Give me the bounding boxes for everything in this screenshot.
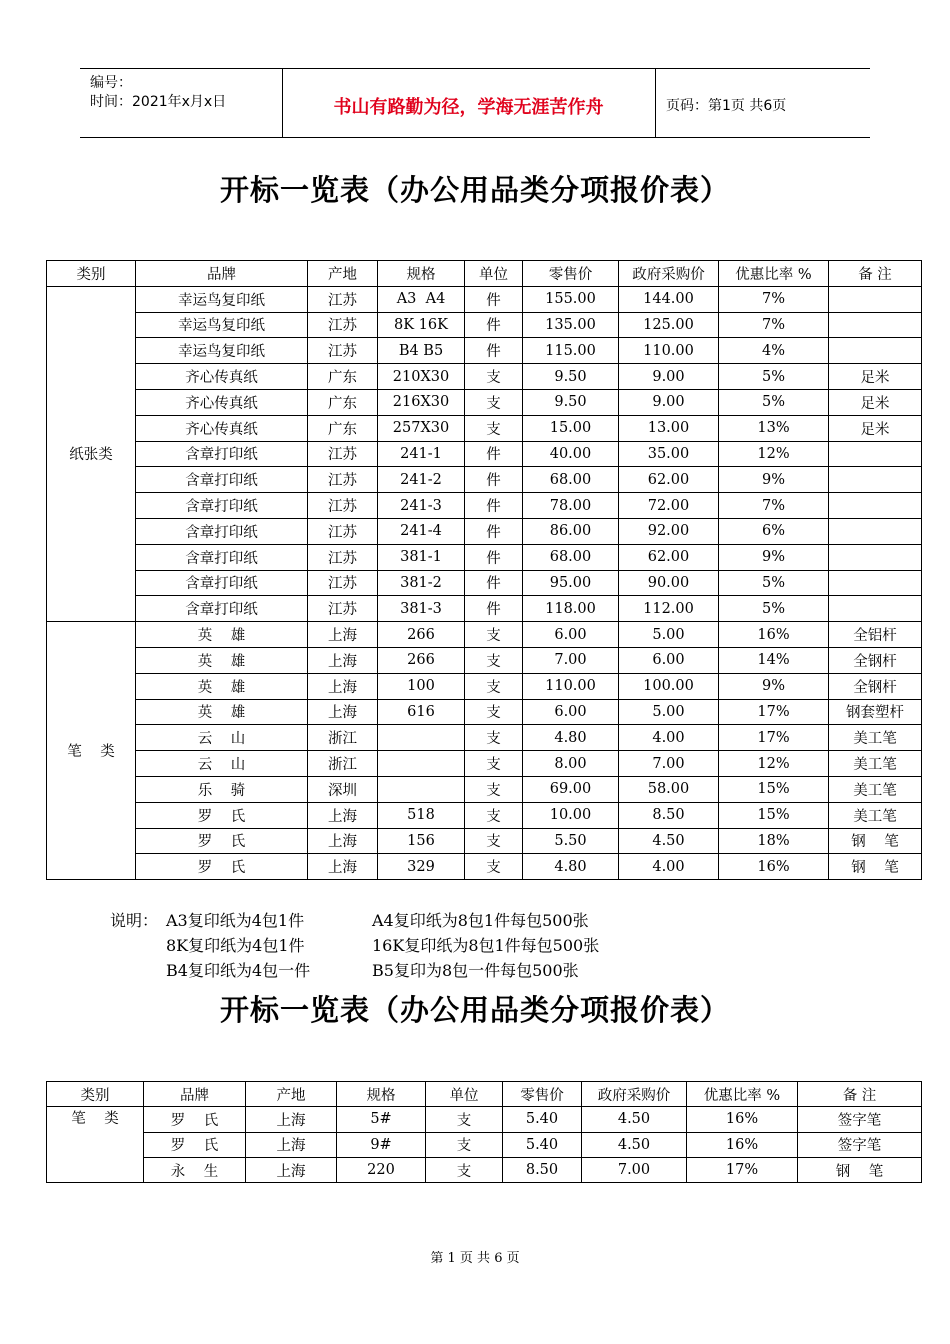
table-cell: 381-2 — [378, 570, 465, 596]
table-header-row — [47, 1082, 922, 1107]
table-cell: 江苏 — [308, 286, 378, 312]
table-cell: 4.00 — [619, 725, 719, 751]
table-cell — [829, 286, 922, 312]
table-cell: 云 山 — [136, 751, 308, 777]
column-header: 优惠比率 % — [687, 1082, 798, 1107]
column-header: 类别 — [47, 261, 136, 287]
table-cell: 上海 — [308, 673, 378, 699]
table-cell: 江苏 — [308, 467, 378, 493]
page-header — [80, 68, 870, 138]
table-cell: 4.00 — [619, 854, 719, 880]
table-row — [47, 467, 922, 493]
table-cell: 8.00 — [523, 751, 619, 777]
table-cell: 5% — [719, 596, 829, 622]
table-cell: 件 — [465, 312, 523, 338]
table-cell: 支 — [426, 1107, 503, 1132]
table-cell: 7.00 — [523, 647, 619, 673]
table-cell: 上海 — [308, 854, 378, 880]
table-cell: 上海 — [246, 1132, 337, 1157]
table-cell — [378, 776, 465, 802]
table-cell: 支 — [465, 673, 523, 699]
column-header: 政府采购价 — [619, 261, 719, 287]
table-row — [47, 828, 922, 854]
table-cell: 上海 — [308, 802, 378, 828]
table-cell: 10.00 — [523, 802, 619, 828]
table-cell: 4.50 — [582, 1107, 687, 1132]
table-cell: 78.00 — [523, 493, 619, 519]
table-cell: 含章打印纸 — [136, 467, 308, 493]
table-cell: 上海 — [246, 1107, 337, 1132]
table-cell: 9% — [719, 673, 829, 699]
notes-label: 说明： — [110, 911, 159, 930]
table-row — [47, 854, 922, 880]
table-cell: 支 — [465, 854, 523, 880]
table-cell: 329 — [378, 854, 465, 880]
table-cell: 7% — [719, 493, 829, 519]
table-cell: 8.50 — [503, 1157, 582, 1182]
table-cell: 68.00 — [523, 544, 619, 570]
table-cell: 241-2 — [378, 467, 465, 493]
table-cell: 幸运鸟复印纸 — [136, 286, 308, 312]
table-row — [47, 596, 922, 622]
header-motto-cell — [282, 69, 656, 137]
table-row — [47, 1132, 922, 1157]
table-cell: 4.50 — [582, 1132, 687, 1157]
table-cell: 美工笔 — [829, 776, 922, 802]
table-cell: 支 — [465, 776, 523, 802]
table-cell: 40.00 — [523, 441, 619, 467]
table-cell: 5.00 — [619, 699, 719, 725]
table-cell: 216X30 — [378, 389, 465, 415]
table-cell: 5# — [337, 1107, 426, 1132]
table-row — [47, 1107, 922, 1132]
header-page-cell — [656, 69, 870, 137]
table-cell: 件 — [465, 286, 523, 312]
table-cell: 浙江 — [308, 751, 378, 777]
table-cell: 7.00 — [619, 751, 719, 777]
column-header: 类别 — [47, 1082, 144, 1107]
table-cell: 全钢杆 — [829, 647, 922, 673]
table-cell: 罗 氏 — [136, 828, 308, 854]
table-cell: 罗 氏 — [144, 1132, 246, 1157]
table-cell: 英 雄 — [136, 699, 308, 725]
table-cell: 乐 骑 — [136, 776, 308, 802]
table-cell: 241-3 — [378, 493, 465, 519]
page-indicator: 页码：第1页 共6页 — [666, 98, 787, 114]
table-cell: 足米 — [829, 389, 922, 415]
table-cell: 125.00 — [619, 312, 719, 338]
table-cell: 9% — [719, 544, 829, 570]
table-cell: 件 — [465, 596, 523, 622]
column-header: 产地 — [308, 261, 378, 287]
table-cell: 钢 笔 — [829, 854, 922, 880]
table-cell: 241-1 — [378, 441, 465, 467]
table-row — [47, 286, 922, 312]
table-cell: 江苏 — [308, 312, 378, 338]
table-cell: 4.80 — [523, 854, 619, 880]
category-cell: 笔 类 — [47, 1107, 144, 1183]
table-cell: 钢套塑杆 — [829, 699, 922, 725]
table-cell: 144.00 — [619, 286, 719, 312]
table-cell: 13% — [719, 415, 829, 441]
column-header: 零售价 — [523, 261, 619, 287]
table-row — [47, 415, 922, 441]
table-cell: 广东 — [308, 415, 378, 441]
column-header: 政府采购价 — [582, 1082, 687, 1107]
table-cell: 266 — [378, 622, 465, 648]
table-cell: 件 — [465, 570, 523, 596]
column-header: 备 注 — [798, 1082, 922, 1107]
category-cell: 笔 类 — [47, 622, 136, 880]
table-cell: 签字笔 — [798, 1132, 922, 1157]
table-row — [47, 725, 922, 751]
column-header: 零售价 — [503, 1082, 582, 1107]
table-cell: 16% — [719, 854, 829, 880]
table-row — [47, 673, 922, 699]
table-cell: 英 雄 — [136, 673, 308, 699]
page-footer: 第 1 页 共 6 页 — [430, 1251, 520, 1266]
table-cell: 58.00 — [619, 776, 719, 802]
table-cell: 江苏 — [308, 518, 378, 544]
table-cell: 含章打印纸 — [136, 441, 308, 467]
table-cell: 永 生 — [144, 1157, 246, 1182]
table-cell: 12% — [719, 441, 829, 467]
page-title-1: 开标一览表（办公用品类分项报价表） — [219, 173, 730, 207]
table-cell: 6.00 — [523, 699, 619, 725]
table-cell: 7.00 — [582, 1157, 687, 1182]
column-header: 单位 — [426, 1082, 503, 1107]
table-cell: 86.00 — [523, 518, 619, 544]
table-cell: 7% — [719, 312, 829, 338]
table-cell: 220 — [337, 1157, 426, 1182]
table-cell: 72.00 — [619, 493, 719, 519]
page-title-2: 开标一览表（办公用品类分项报价表） — [219, 993, 730, 1027]
table-cell — [829, 338, 922, 364]
table-cell: 5.50 — [523, 828, 619, 854]
table-cell: 69.00 — [523, 776, 619, 802]
table-cell — [829, 441, 922, 467]
table-cell: 9.00 — [619, 389, 719, 415]
table-cell: 156 — [378, 828, 465, 854]
table-cell: 5.00 — [619, 622, 719, 648]
table-cell: 支 — [465, 389, 523, 415]
table-cell — [378, 725, 465, 751]
table-cell: 幸运鸟复印纸 — [136, 312, 308, 338]
table-cell: 112.00 — [619, 596, 719, 622]
table-cell: 支 — [465, 725, 523, 751]
table-cell: 381-1 — [378, 544, 465, 570]
table-cell: 件 — [465, 518, 523, 544]
table-cell: 115.00 — [523, 338, 619, 364]
table-cell: 6.00 — [619, 647, 719, 673]
column-header: 单位 — [465, 261, 523, 287]
table-cell: 518 — [378, 802, 465, 828]
table-cell: 616 — [378, 699, 465, 725]
table-cell: 16% — [719, 622, 829, 648]
table-cell: 17% — [719, 699, 829, 725]
table-row — [47, 699, 922, 725]
table-cell: 15% — [719, 802, 829, 828]
table-cell: 62.00 — [619, 467, 719, 493]
table-cell: 6% — [719, 518, 829, 544]
table-cell: 266 — [378, 647, 465, 673]
column-header: 备 注 — [829, 261, 922, 287]
note-text: 8K复印纸为4包1件 — [166, 936, 305, 955]
table-cell: 8.50 — [619, 802, 719, 828]
table-cell: 全铝杆 — [829, 622, 922, 648]
table-cell: 江苏 — [308, 544, 378, 570]
table-cell: 含章打印纸 — [136, 518, 308, 544]
table-cell: 件 — [465, 467, 523, 493]
table-cell: 支 — [465, 647, 523, 673]
table-cell: 110.00 — [523, 673, 619, 699]
table-row — [47, 802, 922, 828]
table-cell — [829, 467, 922, 493]
table-cell: 罗 氏 — [136, 854, 308, 880]
table-cell: 签字笔 — [798, 1107, 922, 1132]
table-cell: 罗 氏 — [136, 802, 308, 828]
table-cell: 155.00 — [523, 286, 619, 312]
note-text: B5复印为8包一件每包500张 — [372, 961, 579, 980]
table-cell: 支 — [465, 828, 523, 854]
table-cell: 17% — [719, 725, 829, 751]
table-row — [47, 570, 922, 596]
motto: 书山有路勤为径，学海无涯苦作舟 — [333, 97, 604, 118]
table-cell: 上海 — [308, 699, 378, 725]
table-cell: 8K 16K — [378, 312, 465, 338]
table-cell: 支 — [465, 622, 523, 648]
table-cell: 18% — [719, 828, 829, 854]
table-cell: 15% — [719, 776, 829, 802]
table-row — [47, 776, 922, 802]
table-cell: 5.40 — [503, 1107, 582, 1132]
table-row — [47, 518, 922, 544]
table-cell: 95.00 — [523, 570, 619, 596]
table-cell: A3 A4 — [378, 286, 465, 312]
table-cell: 齐心传真纸 — [136, 389, 308, 415]
table-cell: 12% — [719, 751, 829, 777]
table-cell: 件 — [465, 441, 523, 467]
table-cell: 上海 — [308, 647, 378, 673]
table-cell: 含章打印纸 — [136, 493, 308, 519]
table-cell: 英 雄 — [136, 622, 308, 648]
table-cell: 17% — [687, 1157, 798, 1182]
table-cell: 广东 — [308, 389, 378, 415]
time-label: 时间：2021年x月x日 — [90, 94, 227, 110]
table-cell: 浙江 — [308, 725, 378, 751]
table-header-row — [47, 261, 922, 287]
note-text: B4复印纸为4包一件 — [166, 961, 311, 980]
table-cell: 4% — [719, 338, 829, 364]
table-row — [47, 441, 922, 467]
table-cell: 钢 笔 — [829, 828, 922, 854]
table-cell — [378, 751, 465, 777]
table-cell: 68.00 — [523, 467, 619, 493]
table-row — [47, 312, 922, 338]
table-cell: 62.00 — [619, 544, 719, 570]
table-cell: 江苏 — [308, 570, 378, 596]
column-header: 规格 — [378, 261, 465, 287]
table-cell: 美工笔 — [829, 802, 922, 828]
table-cell — [829, 544, 922, 570]
table-cell — [829, 518, 922, 544]
table-cell: 210X30 — [378, 364, 465, 390]
table-row — [47, 493, 922, 519]
table-cell: B4 B5 — [378, 338, 465, 364]
table-cell: 381-3 — [378, 596, 465, 622]
table-cell: 上海 — [308, 828, 378, 854]
table-cell: 支 — [465, 751, 523, 777]
table-cell: 支 — [465, 802, 523, 828]
table-cell: 足米 — [829, 415, 922, 441]
table-cell: 钢 笔 — [798, 1157, 922, 1182]
table-cell: 齐心传真纸 — [136, 364, 308, 390]
column-header: 规格 — [337, 1082, 426, 1107]
table-cell: 支 — [426, 1157, 503, 1182]
table-cell: 全钢杆 — [829, 673, 922, 699]
table-row — [47, 389, 922, 415]
table-cell: 5% — [719, 389, 829, 415]
table-cell: 英 雄 — [136, 647, 308, 673]
quote-table-2 — [46, 1081, 922, 1183]
table-cell — [829, 570, 922, 596]
table-cell: 美工笔 — [829, 751, 922, 777]
note-text: A4复印纸为8包1件每包500张 — [372, 911, 589, 930]
table-row — [47, 364, 922, 390]
table-cell: 5% — [719, 570, 829, 596]
table-cell: 135.00 — [523, 312, 619, 338]
table-cell: 241-4 — [378, 518, 465, 544]
table-row — [47, 647, 922, 673]
table-cell — [829, 493, 922, 519]
table-cell: 件 — [465, 544, 523, 570]
table-cell: 100.00 — [619, 673, 719, 699]
table-cell: 9% — [719, 467, 829, 493]
column-header: 产地 — [246, 1082, 337, 1107]
table-cell: 件 — [465, 338, 523, 364]
table-row — [47, 751, 922, 777]
table-cell: 14% — [719, 647, 829, 673]
table-cell: 257X30 — [378, 415, 465, 441]
table-row — [47, 338, 922, 364]
table-cell: 件 — [465, 493, 523, 519]
table-cell: 含章打印纸 — [136, 544, 308, 570]
column-header: 优惠比率 % — [719, 261, 829, 287]
header-meta-cell — [80, 69, 283, 137]
table-cell — [829, 596, 922, 622]
table-cell: 9.00 — [619, 364, 719, 390]
column-header: 品牌 — [144, 1082, 246, 1107]
quote-table-1 — [46, 260, 922, 880]
table-cell: 92.00 — [619, 518, 719, 544]
table-cell: 110.00 — [619, 338, 719, 364]
table-cell: 7% — [719, 286, 829, 312]
table-cell: 支 — [465, 364, 523, 390]
number-label: 编号： — [90, 75, 132, 91]
table-cell: 幸运鸟复印纸 — [136, 338, 308, 364]
column-header: 品牌 — [136, 261, 308, 287]
table-cell: 罗 氏 — [144, 1107, 246, 1132]
table-cell: 13.00 — [619, 415, 719, 441]
table-cell: 支 — [426, 1132, 503, 1157]
table-cell: 上海 — [308, 622, 378, 648]
table-cell: 5% — [719, 364, 829, 390]
table-cell: 江苏 — [308, 441, 378, 467]
table-cell: 4.80 — [523, 725, 619, 751]
table-cell: 含章打印纸 — [136, 596, 308, 622]
table-cell: 云 山 — [136, 725, 308, 751]
table-cell: 江苏 — [308, 338, 378, 364]
note-text: 16K复印纸为8包1件每包500张 — [372, 936, 600, 955]
table-cell: 35.00 — [619, 441, 719, 467]
table-cell: 广东 — [308, 364, 378, 390]
table-cell: 支 — [465, 699, 523, 725]
table-cell: 9.50 — [523, 389, 619, 415]
category-cell: 纸张类 — [47, 286, 136, 621]
table-row — [47, 544, 922, 570]
note-text: A3复印纸为4包1件 — [166, 911, 305, 930]
table-cell: 90.00 — [619, 570, 719, 596]
table-cell: 118.00 — [523, 596, 619, 622]
table-cell: 江苏 — [308, 493, 378, 519]
table-row — [47, 622, 922, 648]
table-row — [47, 1157, 922, 1182]
table-cell: 足米 — [829, 364, 922, 390]
table-cell: 上海 — [246, 1157, 337, 1182]
table-cell: 6.00 — [523, 622, 619, 648]
table-cell: 含章打印纸 — [136, 570, 308, 596]
table-cell: 9# — [337, 1132, 426, 1157]
table-cell: 江苏 — [308, 596, 378, 622]
table-cell: 16% — [687, 1132, 798, 1157]
table-cell: 16% — [687, 1107, 798, 1132]
table-cell — [829, 312, 922, 338]
table-cell: 5.40 — [503, 1132, 582, 1157]
table-cell: 9.50 — [523, 364, 619, 390]
table-cell: 深圳 — [308, 776, 378, 802]
table-cell: 15.00 — [523, 415, 619, 441]
table-cell: 美工笔 — [829, 725, 922, 751]
table-cell: 100 — [378, 673, 465, 699]
table-cell: 支 — [465, 415, 523, 441]
table-cell: 4.50 — [619, 828, 719, 854]
table-cell: 齐心传真纸 — [136, 415, 308, 441]
